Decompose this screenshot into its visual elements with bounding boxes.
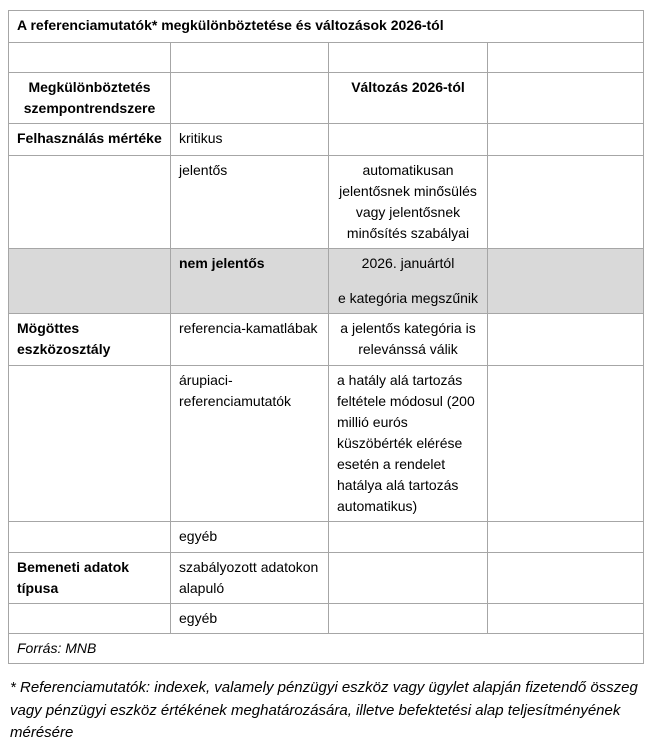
footnote: * Referenciamutatók: indexek, valamely pénzügyi eszköz vagy ügylet alapján fizetendő összeg vagy pénzügyi eszköz értékének meghatározására, illetve befektetési alap teljesítményének mérésére: [10, 679, 638, 741]
title-row: [9, 11, 644, 43]
reference-indicators-table: [8, 10, 644, 664]
table-row: [9, 314, 644, 366]
value-cell: referencia-kamatlábak: [171, 314, 329, 366]
empty-cell: [171, 73, 329, 124]
category-cell: [9, 366, 171, 522]
spacer-row: [9, 43, 644, 73]
change-cell: [329, 249, 488, 314]
change-cell: [329, 553, 488, 604]
empty-cell: [9, 43, 171, 73]
change-cell: [329, 124, 488, 156]
table-row-highlighted: [9, 249, 644, 314]
empty-cell: [171, 43, 329, 73]
source-row: [9, 634, 644, 664]
table-row: [9, 553, 644, 604]
empty-cell: [488, 522, 644, 553]
change-cell: [329, 604, 488, 634]
value-cell: kritikus: [171, 124, 329, 156]
value-cell: árupiaci-referenciamutatók: [171, 366, 329, 522]
table-row: [9, 604, 644, 634]
category-cell: [9, 156, 171, 249]
change-line-2: e kategória megszűnik: [337, 290, 479, 306]
change-line-1: 2026. januártól: [361, 255, 455, 271]
empty-cell: [329, 43, 488, 73]
category-cell: [9, 249, 171, 314]
table-row: [9, 522, 644, 553]
value-cell: egyéb: [171, 604, 329, 634]
empty-cell: [488, 43, 644, 73]
category-cell: Mögöttes eszközosztály: [9, 314, 171, 366]
category-cell: Felhasználás mértéke: [9, 124, 171, 156]
header-change: Változás 2026-tól: [329, 73, 488, 124]
empty-cell: [488, 156, 644, 249]
empty-cell: [488, 249, 644, 314]
category-cell: [9, 604, 171, 634]
table-title: A referenciamutatók* megkülönböztetése és változások 2026-tól: [9, 11, 644, 43]
value-cell: egyéb: [171, 522, 329, 553]
category-cell: [9, 522, 171, 553]
source-label: Forrás: MNB: [9, 634, 644, 664]
empty-cell: [488, 314, 644, 366]
change-cell: [329, 522, 488, 553]
value-cell: jelentős: [171, 156, 329, 249]
change-cell: a jelentős kategória is relevánssá válik: [329, 314, 488, 366]
empty-cell: [488, 366, 644, 522]
empty-cell: [488, 604, 644, 634]
table-row: [9, 156, 644, 249]
empty-cell: [488, 553, 644, 604]
change-cell: automatikusan jelentősnek minősülés vagy jelentősnek minősítés szabályai: [329, 156, 488, 249]
value-cell: szabályozott adatokon alapuló: [171, 553, 329, 604]
table-row: [9, 366, 644, 522]
table-row: [9, 124, 644, 156]
category-cell: Bemeneti adatok típusa: [9, 553, 171, 604]
empty-cell: [488, 124, 644, 156]
empty-cell: [488, 73, 644, 124]
change-cell: a hatály alá tartozás feltétele módosul (200 millió eurós küszöbérték elérése esetén a rendelet hatálya alá tartozás automatikus): [329, 366, 488, 522]
value-cell: nem jelentős: [171, 249, 329, 314]
header-row: [9, 73, 644, 124]
header-criteria: Megkülönböztetés szempontrendszere: [9, 73, 171, 124]
